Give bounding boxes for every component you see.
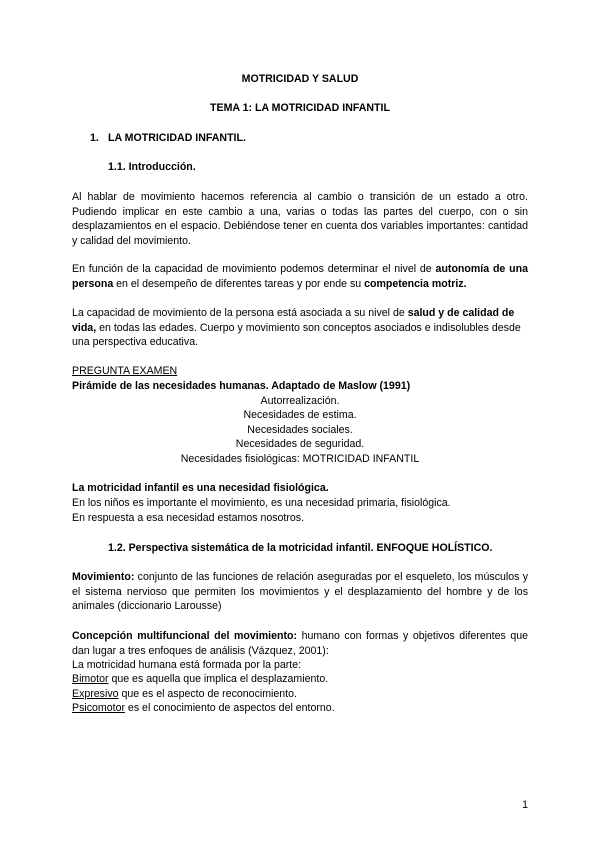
section-1-number: 1. (90, 132, 99, 144)
maslow-pyramid-title: Pirámide de las necesidades humanas. Adaptado de Maslow (1991) (72, 380, 411, 392)
document-subtitle: TEMA 1: LA MOTRICIDAD INFANTIL (210, 102, 390, 114)
list-item: Expresivo que es el aspecto de reconocimiento. (72, 688, 297, 700)
movement-term: Movimiento: (72, 571, 135, 583)
pyramid-level: Necesidades sociales. (247, 424, 353, 436)
list-item-term: Expresivo (72, 688, 119, 700)
competence-term: competencia motriz. (364, 277, 467, 290)
multifunctional-concept: Concepción multifuncional del movimiento: humano con formas y objetivos diferentes que dan lugar a tres enfoques de análisis (Vázquez, 2001): (72, 630, 528, 657)
physiological-need-heading: La motricidad infantil es una necesidad fisiológica. (72, 482, 329, 494)
exam-question-label: PREGUNTA EXAMEN (72, 365, 178, 377)
list-item-term: Bimotor (72, 673, 109, 685)
intro-paragraph: Al hablar de movimiento hacemos referencia al cambio o transición de un estado a otro. Pudiendo implicar en este cambio a una, varias o todas las partes del cuerpo, con o sin desplazamientos en el espacio. Debiéndose tener en cuenta dos variables importantes: cantidad y calidad del movimiento. (72, 191, 528, 247)
section-1-2-heading: 1.2. Perspectiva sistemática de la motricidad infantil. ENFOQUE HOLÍSTICO. (108, 542, 493, 554)
pyramid-level: Necesidades de seguridad. (235, 438, 365, 450)
section-1-title: LA MOTRICIDAD INFANTIL. (108, 132, 246, 144)
document-title: MOTRICIDAD Y SALUD (241, 73, 359, 85)
page-number: 1 (522, 799, 528, 811)
section-1-1-heading: 1.1. Introducción. (108, 161, 196, 173)
motricity-parts-intro: La motricidad humana está formada por la parte: (72, 659, 302, 671)
autonomy-paragraph: En función de la capacidad de movimiento podemos determinar el nivel de autonomía de una persona en el desempeño de diferentes tareas y por ende su competencia motriz. (72, 263, 528, 290)
physiological-need-line: En los niños es importante el movimiento, es una necesidad primaria, fisiológica. (72, 497, 451, 509)
list-item: Bimotor que es aquella que implica el desplazamiento. (72, 673, 329, 685)
pyramid-level: Autorrealización. (260, 395, 340, 407)
physiological-need-line: En respuesta a esa necesidad estamos nosotros. (72, 512, 305, 524)
pyramid-level: Necesidades de estima. (243, 409, 357, 421)
health-term: salud y de calidad de vida, (72, 307, 515, 334)
autonomy-term: autonomía de una persona (72, 263, 528, 290)
multifunctional-term: Concepción multifuncional del movimiento: (72, 630, 297, 642)
health-paragraph: La capacidad de movimiento de la persona está asociada a su nivel de salud y de calidad de vida, en todas las edades. Cuerpo y movimiento son conceptos asociados e indisolubles desde una perspectiva educativa. (72, 307, 521, 349)
list-item: Psicomotor es el conocimiento de aspectos del entorno. (72, 702, 335, 714)
list-item-term: Psicomotor (72, 702, 125, 714)
pyramid-level: Necesidades fisiológicas: MOTRICIDAD INFANTIL (180, 453, 420, 465)
movement-definition: Movimiento: conjunto de las funciones de relación aseguradas por el esqueleto, los músculos y el sistema nervioso que permiten los movimientos y el desplazamiento del hombre y de los animales (diccionario Larousse) (72, 571, 528, 613)
